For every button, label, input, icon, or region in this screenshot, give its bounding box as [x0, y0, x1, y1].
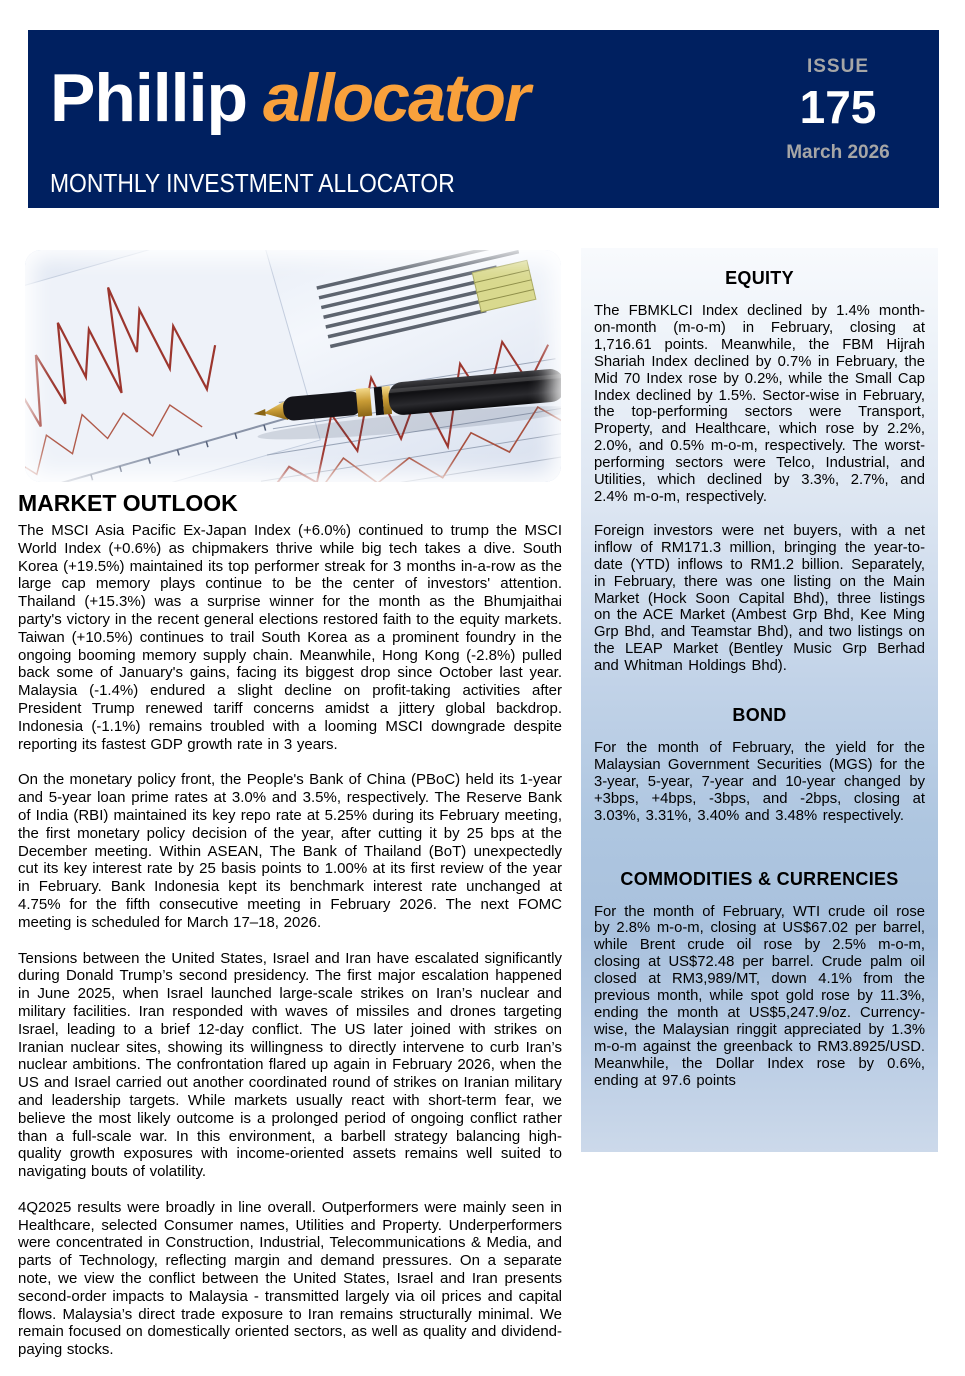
- brand-second-word: allocator: [263, 60, 529, 136]
- market-outlook-paragraph: 4Q2025 results were broadly in line overall. Outperformers were mainly seen in Healthcare, selected Consumer names, Utilities and Property. Underperformers were concentrated in Construction, Industrial, Telecommunications & Media, and parts of Technology, reflecting margin and demand pressures. On a separate note, we view the conflict between the United States, Israel and Iran presents second-order impacts to Malaysia - transmitted largely via oil prices and capital flows. Malaysia’s direct trade exposure to Iran remains structurally minimal. We remain focused on domestically oriented sectors, as well as quality and dividend-paying stocks.: [18, 1198, 562, 1359]
- charts-pen-illustration: [25, 250, 561, 482]
- commodities-currencies-paragraph: For the month of February, WTI crude oil rose by 2.8% m-o-m, closing at US$67.02 per barrel, while Brent crude oil rose by 2.5% m-o-m, closing at US$72.48 per barrel. Crude palm oil closed at RM3,989/MT, down 4.1% from the previous month, while spot gold rose by 11.3%, ending the month at US$5,247.9/oz. Currency-wise, the Malaysian ringgit appreciated by 1.3% m-o-m against the greenback to RM3.8925/USD. Meanwhile, the Dollar Index rose by 0.6%, ending at 97.6 points: [594, 903, 925, 1089]
- equity-paragraph: Foreign investors were net buyers, with a net inflow of RM171.3 million, bringing the year-to-date (YTD) inflows to RM1.2 billion. Separately, in February, there was one listing on the Main Market (Hock Soon Capital Bhd), three listings on the ACE Market (Ambest Grp Bhd, Kee Ming Grp Bhd, and Teamstar Bhd), and two listings on the LEAP Market (Bentley Music Grp Berhad and Whitman Holdings Bhd).: [594, 522, 925, 675]
- market-outlook-paragraph: The MSCI Asia Pacific Ex-Japan Index (+6.0%) continued to trump the MSCI World Index (+0.6%) as chipmakers thrive while big tech takes a dive. South Korea (+19.5%) maintained its top performer streak for 3 months in-a-row as the large cap memory plays continue to be the center of investors' attention. Thailand (+15.3%) was a surprise winner for the month as the Bhumjaithai party's victory in the recent general elections restored faith to the equity markets. Taiwan (+10.5%) continues to trail South Korea as a prominent foundry in the ongoing booming memory supply chain. Meanwhile, Hong Kong (-2.8%) pulled back some of January's gains, facing its biggest drop since October last year. Malaysia (-1.4%) endured a slight decline on profit-taking activities after President Trump renewed tariff concerns amidst a jittery global backdrop. Indonesia (-1.1%) remains troubled with a looming MSCI downgrade despite reporting its fastest GDP growth rate in 3 years.: [18, 522, 562, 753]
- left-chart-sheet: [25, 250, 320, 482]
- bond-paragraph: For the month of February, the yield for the Malaysian Government Securities (MGS) for the 3-year, 5-year, 7-year and 10-year changed by +3bps, +4bps, -3bps, and -2bps, closing at 3.03%, 3.31%, 3.40% and 3.48% respectively.: [594, 740, 925, 824]
- commodities-currencies-title: COMMODITIES & CURRENCIES: [620, 868, 899, 889]
- issue-label: ISSUE: [806, 56, 870, 77]
- market-outlook-paragraph: On the monetary policy front, the People's Bank of China (PBoC) held its 1-year and 5-year loan prime rates at 3.0% and 3.5%, respectively. The Reserve Bank of India (RBI) maintained its key repo rate at 5.25% during its February meeting, the first monetary policy decision of the year, after cutting it by 25 bps at the December meeting. Within ASEAN, The Bank of Thailand (BoT) unexpectedly cut its key interest rate by 25 basis points to 1.00% at its first review of the year in February. Bank Indonesia kept its benchmark interest rate unchanged at 4.75% for the fifth consecutive meeting in February 2026. The next FOMC meeting is scheduled for March 17–18, 2026.: [18, 771, 562, 931]
- market-outlook-title: MARKET OUTLOOK: [18, 490, 238, 516]
- brand-first-word: Phillip: [50, 60, 247, 136]
- masthead-subtitle: MONTHLY INVESTMENT ALLOCATOR: [50, 168, 455, 198]
- issue-block: [773, 56, 903, 164]
- masthead: [28, 30, 939, 208]
- bond-title: BOND: [732, 705, 787, 726]
- brand-title: [50, 60, 529, 136]
- market-outlook-section: [18, 490, 562, 1376]
- equity-title: EQUITY: [725, 268, 794, 288]
- issue-date: March 2026: [786, 142, 890, 163]
- equity-paragraph: The FBMKLCI Index declined by 1.4% month-on-month (m-o-m) in February, closing at 1,716.61 points. Meanwhile, the FBM Hijrah Shariah Index declined by 0.7% in February, the Mid 70 Index rose by 0.2%, while the Small Cap Index declined by 1.5%. Sector-wise in February, the top-performing sectors were Transport, Property, and Healthcare, which rose by 2.2%, 2.0%, and 0.5% m-o-m, respectively. The worst-performing sectors were Telco, Industrial, and Utilities, which declined by 3.3%, 2.7%, and 2.4% m-o-m, respectively.: [594, 303, 925, 505]
- financial-charts-photo: [25, 250, 561, 482]
- market-outlook-paragraph: Tensions between the United States, Israel and Iran have escalated significantly during Donald Trump’s second presidency. The first major escalation happened in June 2025, when Israel launched large-scale strikes on Iran’s nuclear and military facilities. Iran responded with waves of missiles and drones targeting Israel, leading to a brief 12-day conflict. The US later joined with strikes on Iranian nuclear sites, showing its willingness to directly intervene to curb Iran’s nuclear ambitions. The confrontation flared up again in February 2026, when the US and Israel carried out another coordinated round of strikes on Iranian military and leadership targets. While markets usually react with short-term fear, we believe the most likely outcome is a prolonged period of ongoing conflict rather than a full-scale war. In this environment, a barbell strategy balancing high-quality growth exposures with income-oriented assets remains well suited to navigating bouts of volatility.: [18, 949, 562, 1181]
- sidebar-panel: [581, 248, 938, 1152]
- issue-number: 175: [799, 81, 877, 133]
